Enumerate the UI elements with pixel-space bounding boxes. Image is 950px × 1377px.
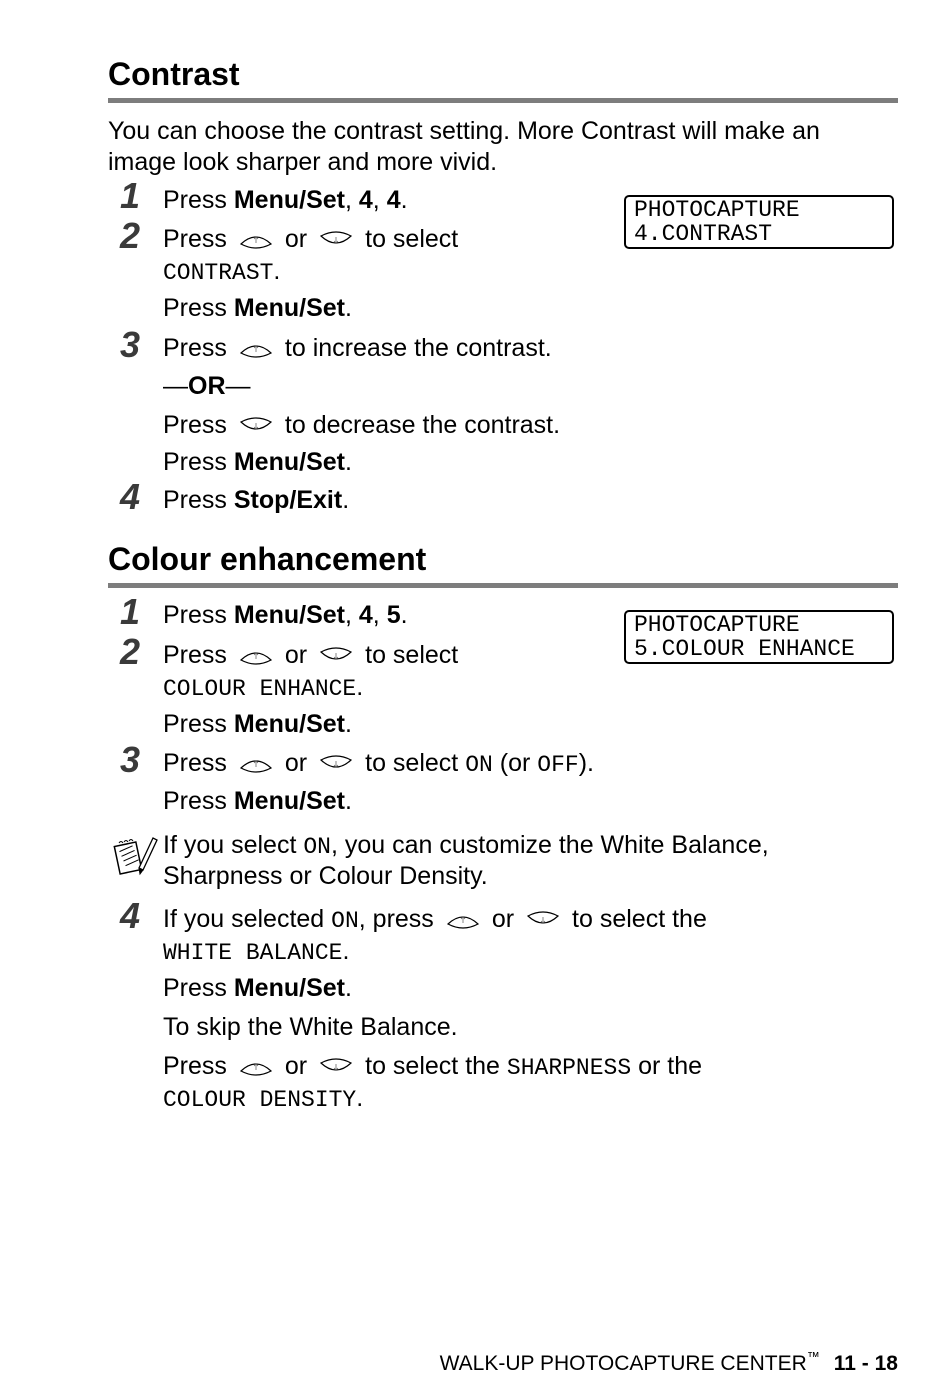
contrast-step-2-cont: CONTRAST. xyxy=(163,257,281,286)
page-number: 11 - 18 xyxy=(833,1352,898,1375)
step-number: 2 xyxy=(120,215,141,256)
colour-step-3: Press or to select ON (or OFF). xyxy=(163,749,594,778)
colour-note-line-1: If you select ON, you can customize the White Balance, xyxy=(163,831,769,860)
up-arrow-key-icon xyxy=(239,1057,273,1077)
step-number: 4 xyxy=(120,895,141,936)
colour-step-4-select-cont: COLOUR DENSITY. xyxy=(163,1084,364,1113)
down-arrow-key-icon xyxy=(319,754,353,774)
colour-step-1: Press Menu/Set, 4, 5. xyxy=(163,601,408,629)
footer-title: WALK-UP PHOTOCAPTURE CENTER xyxy=(439,1352,807,1375)
contrast-step-3: Press to increase the contrast. xyxy=(163,334,552,362)
page-footer xyxy=(440,1344,898,1377)
contrast-lcd-display xyxy=(624,195,894,249)
colour-step-2: Press or to select xyxy=(163,641,459,669)
colour-note-line-2: Sharpness or Colour Density. xyxy=(163,862,488,890)
down-arrow-key-icon xyxy=(239,416,273,436)
colour-step-2-menu: Press Menu/Set. xyxy=(163,710,352,738)
colour-lcd-display xyxy=(624,610,894,664)
colour-step-3-menu: Press Menu/Set. xyxy=(163,787,352,815)
up-arrow-key-icon xyxy=(239,754,273,774)
down-arrow-key-icon xyxy=(319,1057,353,1077)
contrast-or-divider: —OR— xyxy=(163,372,251,400)
up-arrow-key-icon xyxy=(239,230,273,250)
lcd-line-2: 4.CONTRAST xyxy=(634,221,773,247)
up-arrow-key-icon xyxy=(446,910,480,930)
colour-heading: Colour enhancement xyxy=(108,541,427,577)
colour-rule xyxy=(108,583,898,588)
up-arrow-key-icon xyxy=(239,646,273,666)
colour-step-4-select: Press or to select the SHARPNESS or the xyxy=(163,1052,703,1081)
step-number: 1 xyxy=(120,175,141,216)
step-number: 1 xyxy=(120,591,141,632)
contrast-step-2: Press or to select xyxy=(163,225,459,253)
step-number: 3 xyxy=(120,739,141,780)
colour-step-4-menu: Press Menu/Set. xyxy=(163,974,352,1002)
up-arrow-key-icon xyxy=(239,339,273,359)
colour-step-4-skip: To skip the White Balance. xyxy=(163,1013,458,1041)
step-number: 3 xyxy=(120,324,141,365)
step-number: 4 xyxy=(120,476,141,517)
contrast-step-3-alt: Press to decrease the contrast. xyxy=(163,411,561,439)
contrast-rule xyxy=(108,98,898,103)
down-arrow-key-icon xyxy=(526,910,560,930)
colour-step-2-cont: COLOUR ENHANCE. xyxy=(163,673,364,702)
trademark: ™ xyxy=(806,1349,820,1364)
contrast-heading: Contrast xyxy=(108,56,240,92)
colour-step-4: If you selected ON, press or to select the xyxy=(163,905,707,934)
contrast-step-1: Press Menu/Set, 4, 4. xyxy=(163,186,408,214)
contrast-intro: You can choose the contrast setting. More Contrast will make an image look sharper and more vivid. xyxy=(108,117,820,176)
note-pencil-icon xyxy=(113,834,159,880)
contrast-step-4: Press Stop/Exit. xyxy=(163,486,350,514)
down-arrow-key-icon xyxy=(319,646,353,666)
contrast-step-2-menu: Press Menu/Set. xyxy=(163,294,352,322)
lcd-line-1: PHOTOCAPTURE xyxy=(634,612,800,638)
lcd-line-2: 5.COLOUR ENHANCE xyxy=(634,636,855,662)
lcd-line-1: PHOTOCAPTURE xyxy=(634,197,800,223)
down-arrow-key-icon xyxy=(319,230,353,250)
step-number: 2 xyxy=(120,631,141,672)
contrast-step-3-menu: Press Menu/Set. xyxy=(163,448,352,476)
colour-step-4-cont: WHITE BALANCE. xyxy=(163,937,350,966)
